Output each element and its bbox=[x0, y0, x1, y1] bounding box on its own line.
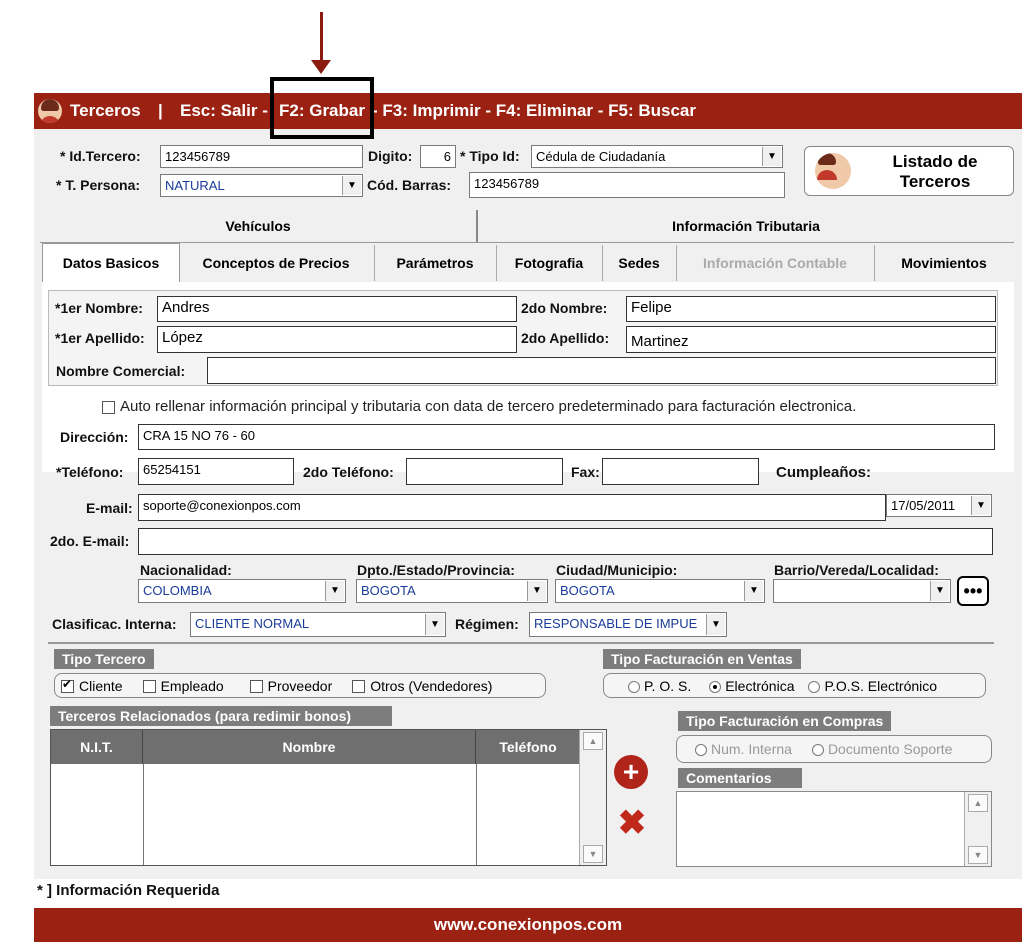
more-options-button[interactable] bbox=[957, 576, 989, 606]
nombre1-input[interactable]: Andres bbox=[157, 296, 517, 322]
tab-parametros[interactable]: Parámetros bbox=[374, 245, 497, 281]
column-divider bbox=[476, 764, 477, 865]
email2-input[interactable] bbox=[138, 528, 993, 555]
ventas-electronica-label: Electrónica bbox=[725, 677, 795, 694]
cod-barras-input[interactable]: 123456789 bbox=[469, 172, 785, 198]
compras-num-interna-option[interactable] bbox=[695, 741, 792, 757]
tab-movimientos[interactable]: Movimientos bbox=[901, 255, 987, 271]
telefono2-input[interactable] bbox=[406, 458, 563, 485]
cumpleanos-label: Cumpleaños: bbox=[776, 464, 872, 481]
tab-fotografia[interactable]: Fotografia bbox=[496, 245, 603, 281]
remove-related-button[interactable] bbox=[615, 806, 649, 840]
ventas-pos-label: P. O. S. bbox=[644, 677, 692, 694]
compras-num-interna-radio[interactable] bbox=[695, 744, 707, 756]
relacionados-title: Terceros Relacionados (para redimir bonos) bbox=[50, 706, 392, 726]
chevron-down-icon[interactable]: ▼ bbox=[762, 147, 781, 166]
autofill-option[interactable] bbox=[102, 398, 856, 415]
tipo-tercero-group bbox=[54, 673, 546, 698]
digito-input[interactable]: 6 bbox=[420, 145, 456, 168]
comercial-input[interactable] bbox=[207, 357, 996, 384]
apellido2-label: 2do Apellido: bbox=[521, 330, 610, 346]
comercial-label: Nombre Comercial: bbox=[56, 363, 186, 379]
proveedor-checkbox[interactable] bbox=[250, 680, 263, 693]
tab-datos-basicos[interactable]: Datos Basicos bbox=[42, 243, 180, 282]
tipo-tercero-title: Tipo Tercero bbox=[54, 649, 154, 669]
clasif-select[interactable] bbox=[190, 612, 446, 637]
id-tercero-input[interactable]: 123456789 bbox=[160, 145, 363, 168]
tipo-otros-option[interactable] bbox=[352, 678, 492, 694]
proveedor-label: Proveedor bbox=[267, 677, 333, 694]
chevron-down-icon[interactable]: ▼ bbox=[527, 581, 546, 601]
chevron-down-icon[interactable]: ▼ bbox=[930, 581, 949, 601]
ventas-pos-electronico-radio[interactable] bbox=[808, 681, 820, 693]
apellido1-label: *1er Apellido: bbox=[55, 330, 145, 346]
ciudad-label: Ciudad/Municipio: bbox=[556, 562, 678, 578]
cumpleanos-date-picker[interactable] bbox=[886, 494, 992, 517]
col-nombre[interactable]: Nombre bbox=[143, 730, 476, 764]
clasif-value: CLIENTE NORMAL bbox=[195, 616, 310, 631]
ventas-pos-option[interactable] bbox=[628, 678, 691, 694]
tipo-id-select[interactable] bbox=[531, 145, 783, 168]
user-avatar-icon bbox=[38, 99, 62, 123]
scroll-up-icon[interactable]: ▲ bbox=[583, 732, 603, 750]
chevron-down-icon[interactable]: ▼ bbox=[706, 614, 725, 635]
dpto-select[interactable] bbox=[356, 579, 548, 603]
otros-checkbox[interactable] bbox=[352, 680, 365, 693]
shortcut-salir[interactable]: Esc: Salir - bbox=[180, 101, 268, 120]
shortcut-others[interactable]: - F3: Imprimir - F4: Eliminar - F5: Buscar bbox=[372, 101, 697, 120]
divider bbox=[48, 642, 994, 644]
fact-ventas-group bbox=[603, 673, 986, 698]
apellido1-input[interactable]: López bbox=[157, 326, 517, 353]
cliente-checkbox[interactable] bbox=[61, 680, 74, 693]
digito-label: Digito: bbox=[368, 148, 413, 164]
title-bar bbox=[34, 93, 1022, 129]
email-input[interactable]: soporte@conexionpos.com bbox=[138, 494, 886, 521]
autofill-checkbox[interactable] bbox=[102, 401, 115, 414]
scroll-down-icon[interactable]: ▼ bbox=[583, 845, 603, 863]
shortcut-grabar[interactable]: F2: Grabar bbox=[279, 101, 365, 120]
tipo-id-label: * Tipo Id: bbox=[460, 148, 520, 164]
id-tercero-label: * Id.Tercero: bbox=[60, 148, 141, 164]
annotation-highlight-box bbox=[270, 77, 374, 139]
email2-label: 2do. E-mail: bbox=[50, 533, 130, 549]
chevron-down-icon[interactable]: ▼ bbox=[325, 581, 344, 601]
ventas-pos-electronico-label: P.O.S. Electrónico bbox=[824, 677, 938, 694]
comentarios-title: Comentarios bbox=[678, 768, 802, 788]
regimen-value: RESPONSABLE DE IMPUE bbox=[534, 616, 698, 631]
add-related-button[interactable] bbox=[614, 755, 648, 789]
email-label: E-mail: bbox=[86, 500, 133, 516]
required-note: * ] Información Requerida bbox=[37, 882, 220, 899]
tipo-id-value: Cédula de Ciudadanía bbox=[536, 149, 666, 164]
chevron-down-icon[interactable]: ▼ bbox=[342, 176, 361, 195]
fax-input[interactable] bbox=[602, 458, 759, 485]
plus-icon: + bbox=[622, 756, 640, 787]
close-icon: ✖ bbox=[617, 804, 647, 842]
nacionalidad-value: COLOMBIA bbox=[143, 583, 212, 598]
autofill-label: Auto rellenar información principal y tributaria con data de tercero predeterminado para facturación electronica. bbox=[120, 398, 857, 415]
ciudad-select[interactable] bbox=[555, 579, 765, 603]
scroll-up-icon[interactable]: ▲ bbox=[968, 794, 988, 812]
col-telefono[interactable]: Teléfono bbox=[476, 730, 581, 764]
tab-bar bbox=[40, 243, 1014, 281]
chevron-down-icon[interactable]: ▼ bbox=[744, 581, 763, 601]
column-divider bbox=[143, 764, 144, 865]
top-tab-bar bbox=[40, 210, 1014, 243]
listado-label-line2: Terceros bbox=[899, 172, 971, 191]
cod-barras-label: Cód. Barras: bbox=[367, 177, 452, 193]
comentarios-scrollbar[interactable] bbox=[964, 792, 991, 866]
fact-compras-group bbox=[676, 735, 992, 763]
fact-ventas-title: Tipo Facturación en Ventas bbox=[603, 649, 801, 669]
ventas-pos-radio[interactable] bbox=[628, 681, 640, 693]
nacionalidad-label: Nacionalidad: bbox=[140, 562, 232, 578]
ventas-pos-electronico-option[interactable] bbox=[808, 678, 937, 694]
table-scrollbar[interactable] bbox=[579, 730, 606, 865]
otros-label: Otros (Vendedores) bbox=[370, 677, 493, 694]
window-title: Terceros bbox=[70, 101, 141, 120]
tab-conceptos-precios[interactable]: Conceptos de Precios bbox=[178, 245, 375, 281]
tab-sedes[interactable]: Sedes bbox=[602, 245, 677, 281]
title-separator: | bbox=[158, 101, 163, 120]
empleado-label: Empleado bbox=[160, 677, 224, 694]
nombre2-input[interactable]: Felipe bbox=[626, 296, 996, 322]
chevron-down-icon[interactable]: ▼ bbox=[971, 496, 990, 515]
ellipsis-icon: ••• bbox=[963, 581, 983, 601]
annotation-arrow-head bbox=[311, 60, 331, 74]
user-avatar-icon bbox=[815, 153, 851, 189]
listado-label-line1: Listado de bbox=[892, 152, 978, 171]
tipo-cliente-option[interactable] bbox=[61, 678, 123, 694]
comentarios-textarea[interactable] bbox=[676, 791, 992, 867]
regimen-select[interactable] bbox=[529, 612, 727, 637]
footer-url[interactable]: www.conexionpos.com bbox=[433, 915, 623, 934]
ventas-electronica-option[interactable] bbox=[709, 678, 794, 694]
tipo-proveedor-option[interactable] bbox=[250, 678, 333, 694]
barrio-select[interactable] bbox=[773, 579, 951, 603]
fax-label: Fax: bbox=[571, 464, 600, 480]
dpto-label: Dpto./Estado/Provincia: bbox=[357, 562, 515, 578]
tab-informacion-contable: Información Contable bbox=[676, 245, 875, 281]
empleado-checkbox[interactable] bbox=[143, 680, 156, 693]
cumpleanos-value: 17/05/2011 bbox=[891, 498, 956, 513]
t-persona-value: NATURAL bbox=[165, 178, 225, 193]
telefono-input[interactable]: 65254151 bbox=[138, 458, 294, 485]
apellido2-input[interactable]: Martinez bbox=[626, 326, 996, 353]
fact-compras-title: Tipo Facturación en Compras bbox=[678, 711, 891, 731]
cliente-label: Cliente bbox=[79, 677, 123, 694]
dpto-value: BOGOTA bbox=[361, 583, 416, 598]
footer-bar bbox=[34, 908, 1022, 942]
nacionalidad-select[interactable] bbox=[138, 579, 346, 603]
compras-doc-soporte-option[interactable] bbox=[812, 741, 953, 757]
regimen-label: Régimen: bbox=[455, 616, 519, 632]
telefono-label: *Teléfono: bbox=[56, 464, 124, 480]
relacionados-table[interactable] bbox=[50, 729, 607, 866]
t-persona-label: * T. Persona: bbox=[56, 177, 141, 193]
direccion-input[interactable]: CRA 15 NO 76 - 60 bbox=[138, 424, 995, 450]
listado-terceros-button[interactable] bbox=[804, 146, 1014, 196]
chevron-down-icon[interactable]: ▼ bbox=[425, 614, 444, 635]
clasif-label: Clasificac. Interna: bbox=[52, 616, 177, 632]
ventas-electronica-radio[interactable] bbox=[709, 681, 721, 693]
barrio-label: Barrio/Vereda/Localidad: bbox=[774, 562, 939, 578]
telefono2-label: 2do Teléfono: bbox=[303, 464, 394, 480]
ciudad-value: BOGOTA bbox=[560, 583, 615, 598]
compras-num-interna-label: Num. Interna bbox=[711, 741, 792, 757]
t-persona-select[interactable] bbox=[160, 174, 363, 197]
col-nit[interactable]: N.I.T. bbox=[51, 730, 143, 764]
nombre1-label: *1er Nombre: bbox=[55, 300, 143, 316]
direccion-label: Dirección: bbox=[60, 429, 129, 445]
scroll-down-icon[interactable]: ▼ bbox=[968, 846, 988, 864]
tab-vehiculos[interactable]: Vehículos bbox=[40, 210, 478, 242]
tab-informacion-tributaria[interactable]: Información Tributaria bbox=[672, 218, 820, 234]
tipo-empleado-option[interactable] bbox=[143, 678, 224, 694]
compras-doc-soporte-radio[interactable] bbox=[812, 744, 824, 756]
nombre2-label: 2do Nombre: bbox=[521, 300, 608, 316]
compras-doc-soporte-label: Documento Soporte bbox=[827, 741, 953, 757]
annotation-arrow bbox=[320, 12, 323, 64]
